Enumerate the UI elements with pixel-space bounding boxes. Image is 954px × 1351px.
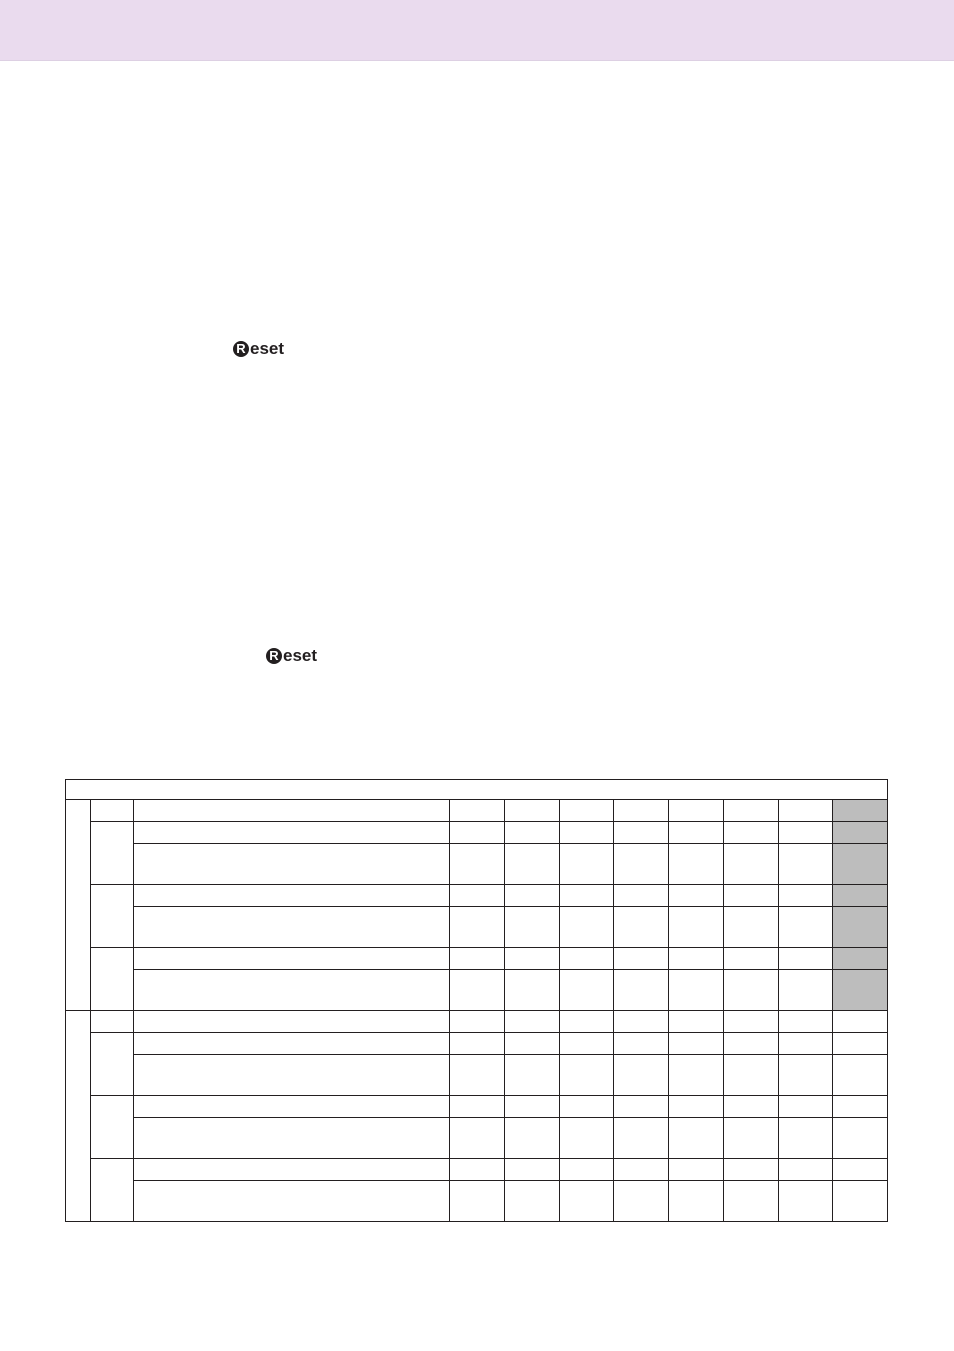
table-cell: [134, 1033, 450, 1055]
table-cell: [505, 822, 560, 844]
table-row: [66, 907, 888, 948]
table-cell: [450, 1096, 505, 1118]
table-cell: [560, 844, 614, 885]
table-cell: [614, 970, 669, 1011]
table-cell: [614, 844, 669, 885]
table-cell: [505, 1055, 560, 1096]
table-cell: [560, 800, 614, 822]
table-cell: [833, 1033, 888, 1055]
subgroup-label-cell: [91, 800, 134, 822]
table-row: [66, 948, 888, 970]
subgroup-label-cell: [91, 885, 134, 948]
table-cell: [669, 822, 724, 844]
table-cell: [450, 885, 505, 907]
table-cell: [560, 1096, 614, 1118]
table-cell: [669, 1159, 724, 1181]
table-cell: [505, 970, 560, 1011]
table-cell: [614, 1096, 669, 1118]
table-cell: [450, 1159, 505, 1181]
table-cell: [505, 948, 560, 970]
header-band: [0, 0, 954, 61]
table-cell: [724, 1011, 779, 1033]
table-row: [66, 822, 888, 844]
table-cell: [450, 1033, 505, 1055]
table-cell: [779, 1096, 833, 1118]
table-cell: [779, 800, 833, 822]
table-cell: [779, 948, 833, 970]
table-cell: [669, 907, 724, 948]
table-cell: [724, 800, 779, 822]
table-cell: [779, 844, 833, 885]
table-cell: [560, 1055, 614, 1096]
table-cell: [779, 1181, 833, 1222]
table-cell: [505, 844, 560, 885]
reset-label: eset: [283, 646, 318, 665]
table-cell: [134, 907, 450, 948]
table-cell: [779, 1033, 833, 1055]
table-cell: [134, 885, 450, 907]
table-row: [66, 1096, 888, 1118]
table-cell: [724, 885, 779, 907]
table-cell: [724, 1159, 779, 1181]
table-cell: [669, 1033, 724, 1055]
table-cell: [614, 1118, 669, 1159]
table-row: [66, 1181, 888, 1222]
table-cell: [450, 1118, 505, 1159]
table-cell: [505, 1181, 560, 1222]
table-cell: [669, 1011, 724, 1033]
table-cell: [134, 844, 450, 885]
table-cell: [134, 800, 450, 822]
table-cell: [450, 1055, 505, 1096]
table-cell: [669, 1118, 724, 1159]
settings-table: [65, 779, 888, 1222]
group-label-cell: [66, 1011, 91, 1222]
table-cell: [833, 1096, 888, 1118]
table-cell: [505, 885, 560, 907]
table-cell: [779, 1118, 833, 1159]
table-cell: [669, 844, 724, 885]
table-cell: [450, 1181, 505, 1222]
table-cell: [669, 1181, 724, 1222]
table-cell: [560, 1159, 614, 1181]
table-row: [66, 970, 888, 1011]
table-cell: [669, 970, 724, 1011]
table-cell: [505, 1011, 560, 1033]
table-cell: [560, 907, 614, 948]
table-cell: [614, 1159, 669, 1181]
table-cell: [560, 1118, 614, 1159]
table-cell: [450, 948, 505, 970]
table-cell: [724, 907, 779, 948]
shaded-cell: [833, 800, 888, 822]
table-cell: [614, 948, 669, 970]
table-cell: [134, 1118, 450, 1159]
table-cell: [724, 844, 779, 885]
table-cell: [450, 800, 505, 822]
table-cell: [560, 970, 614, 1011]
table-cell: [614, 907, 669, 948]
table-cell: [134, 1055, 450, 1096]
table-cell: [669, 1055, 724, 1096]
shaded-cell: [833, 907, 888, 948]
table-cell: [134, 1159, 450, 1181]
table-cell: [505, 1033, 560, 1055]
table-cell: [134, 822, 450, 844]
table-cell: [134, 1011, 450, 1033]
shaded-cell: [833, 948, 888, 970]
table-cell: [450, 907, 505, 948]
table-cell: [450, 970, 505, 1011]
table-cell: [833, 1011, 888, 1033]
table-cell: [724, 822, 779, 844]
shaded-cell: [833, 970, 888, 1011]
table-cell: [614, 885, 669, 907]
table-cell: [450, 822, 505, 844]
table-cell: [134, 1181, 450, 1222]
table-cell: [134, 948, 450, 970]
table-cell: [724, 970, 779, 1011]
table-cell: [134, 970, 450, 1011]
table-cell: [614, 800, 669, 822]
table-cell: [779, 885, 833, 907]
table-cell: [505, 1159, 560, 1181]
table-cell: [505, 1118, 560, 1159]
subgroup-label-cell: [91, 1033, 134, 1096]
table-cell: [724, 1033, 779, 1055]
subgroup-label-cell: [91, 822, 134, 885]
shaded-cell: [833, 844, 888, 885]
subgroup-label-cell: [91, 948, 134, 1011]
reset-label: eset: [250, 339, 285, 358]
reset-icon: [233, 340, 284, 357]
table-row: [66, 1055, 888, 1096]
table-cell: [614, 822, 669, 844]
table-cell: [724, 1181, 779, 1222]
table-cell: [779, 1159, 833, 1181]
table-cell: [614, 1181, 669, 1222]
reset-icon: [266, 647, 317, 664]
table-row: [66, 1011, 888, 1033]
reset-badge: R: [266, 648, 282, 664]
table-cell: [724, 948, 779, 970]
table-cell: [724, 1118, 779, 1159]
table-cell: [505, 1096, 560, 1118]
table-cell: [614, 1011, 669, 1033]
table-cell: [669, 885, 724, 907]
shaded-cell: [833, 885, 888, 907]
table-cell: [614, 1055, 669, 1096]
table-cell: [450, 844, 505, 885]
subgroup-label-cell: [91, 1096, 134, 1159]
table-caption: [66, 780, 888, 800]
table-cell: [779, 822, 833, 844]
table-cell: [833, 1159, 888, 1181]
table-row: [66, 844, 888, 885]
table-cell: [505, 907, 560, 948]
table-cell: [560, 948, 614, 970]
shaded-cell: [833, 822, 888, 844]
table-cell: [833, 1055, 888, 1096]
table-cell: [724, 1096, 779, 1118]
table-cell: [779, 1055, 833, 1096]
table-cell: [560, 1033, 614, 1055]
table-row: [66, 1118, 888, 1159]
subgroup-label-cell: [91, 1159, 134, 1222]
group-label-cell: [66, 800, 91, 1011]
reset-badge: R: [233, 341, 249, 357]
table-cell: [560, 1181, 614, 1222]
table-cell: [614, 1033, 669, 1055]
table-cell: [669, 1096, 724, 1118]
table-cell: [779, 907, 833, 948]
table-row: [66, 1159, 888, 1181]
table-cell: [779, 970, 833, 1011]
table-cell: [779, 1011, 833, 1033]
table-cell: [724, 1055, 779, 1096]
table-cell: [560, 885, 614, 907]
table-cell: [560, 822, 614, 844]
table-row: [66, 885, 888, 907]
table-cell: [450, 1011, 505, 1033]
table-cell: [669, 948, 724, 970]
table-cell: [505, 800, 560, 822]
table-cell: [134, 1096, 450, 1118]
table-row: [66, 800, 888, 822]
table-cell: [833, 1181, 888, 1222]
table-cell: [560, 1011, 614, 1033]
table-cell: [833, 1118, 888, 1159]
subgroup-label-cell: [91, 1011, 134, 1033]
table-row: [66, 1033, 888, 1055]
table-cell: [669, 800, 724, 822]
